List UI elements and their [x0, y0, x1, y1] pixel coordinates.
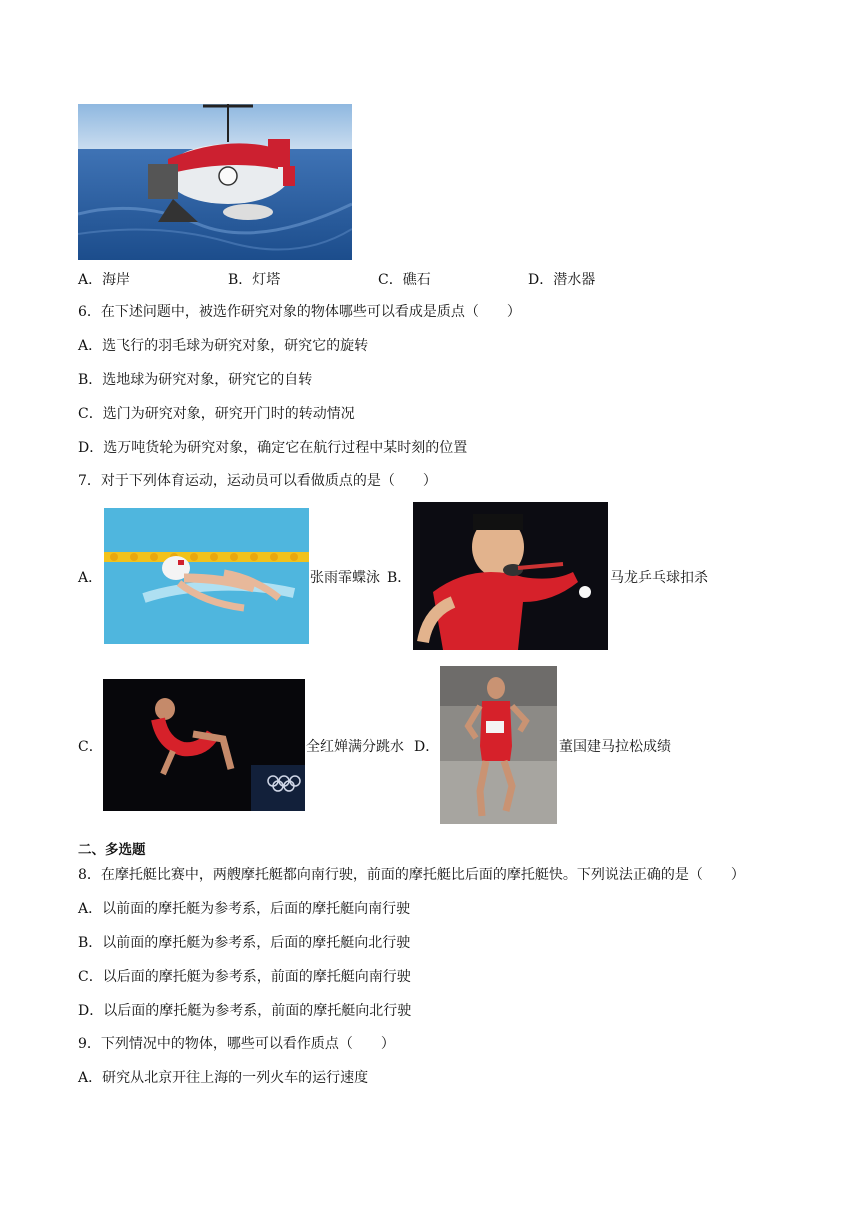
q5-option-d-label: D．: [528, 272, 554, 288]
swimming-photo: [104, 508, 309, 644]
q7-option-c-label: C．: [78, 739, 103, 755]
q7-option-d-label: D．: [414, 739, 440, 755]
q8-stem: 8．在摩托艇比赛中，两艘摩托艇都向南行驶，前面的摩托艇比后面的摩托艇快。下列说法正确的是（ ）: [78, 867, 745, 883]
q5-option-c-label: C．: [378, 272, 403, 288]
q8-option-b: B．以前面的摩托艇为参考系，后面的摩托艇向北行驶: [78, 935, 411, 951]
marathon-photo: [440, 666, 557, 824]
q7-option-a-label: A．: [78, 570, 103, 586]
q6-option-a: A．选飞行的羽毛球为研究对象，研究它的旋转: [78, 338, 369, 354]
q6-option-c: C．选门为研究对象，研究开门时的转动情况: [78, 406, 355, 422]
q5-option-a-label: A．: [78, 272, 103, 288]
q5-option-c-text: 礁石: [402, 272, 431, 288]
q7-option-c-caption: 全红婵满分跳水: [306, 739, 404, 755]
q9-option-a: A．研究从北京开往上海的一列火车的运行速度: [78, 1070, 369, 1086]
q7-option-b-label: B．: [387, 570, 412, 586]
submersible-photo: [78, 104, 352, 260]
table-tennis-photo: [413, 502, 608, 650]
q9-stem: 9．下列情况中的物体，哪些可以看作质点（ ）: [78, 1036, 395, 1052]
q7-option-d-caption: 董国建马拉松成绩: [559, 739, 671, 755]
section-heading: 二、多选题: [78, 842, 146, 858]
q5-option-a-text: 海岸: [102, 272, 131, 288]
q8-option-d: D．以后面的摩托艇为参考系，前面的摩托艇向北行驶: [78, 1003, 412, 1019]
q5-option-c: [378, 269, 431, 289]
q8-option-c: C．以后面的摩托艇为参考系，前面的摩托艇向南行驶: [78, 969, 411, 985]
q8-option-a: A．以前面的摩托艇为参考系，后面的摩托艇向南行驶: [78, 901, 411, 917]
q7-option-a-caption: 张雨霏蝶泳: [310, 570, 380, 586]
q5-option-b-label: B．: [228, 272, 253, 288]
q7-option-b-caption: 马龙乒乓球扣杀: [610, 570, 708, 586]
q6-option-b: B．选地球为研究对象，研究它的自转: [78, 372, 313, 388]
q6-stem: 6．在下述问题中，被选作研究对象的物体哪些可以看成是质点（ ）: [78, 304, 521, 320]
q5-option-a: [78, 269, 130, 289]
q5-option-d-text: 潜水器: [553, 272, 596, 288]
q6-option-d: D．选万吨货轮为研究对象，确定它在航行过程中某时刻的位置: [78, 440, 468, 456]
q5-option-b-text: 灯塔: [252, 272, 281, 288]
diving-photo: [103, 679, 305, 811]
q5-option-d: [528, 269, 595, 289]
q5-option-b: [228, 269, 280, 289]
q7-stem: 7．对于下列体育运动，运动员可以看做质点的是（ ）: [78, 473, 437, 489]
